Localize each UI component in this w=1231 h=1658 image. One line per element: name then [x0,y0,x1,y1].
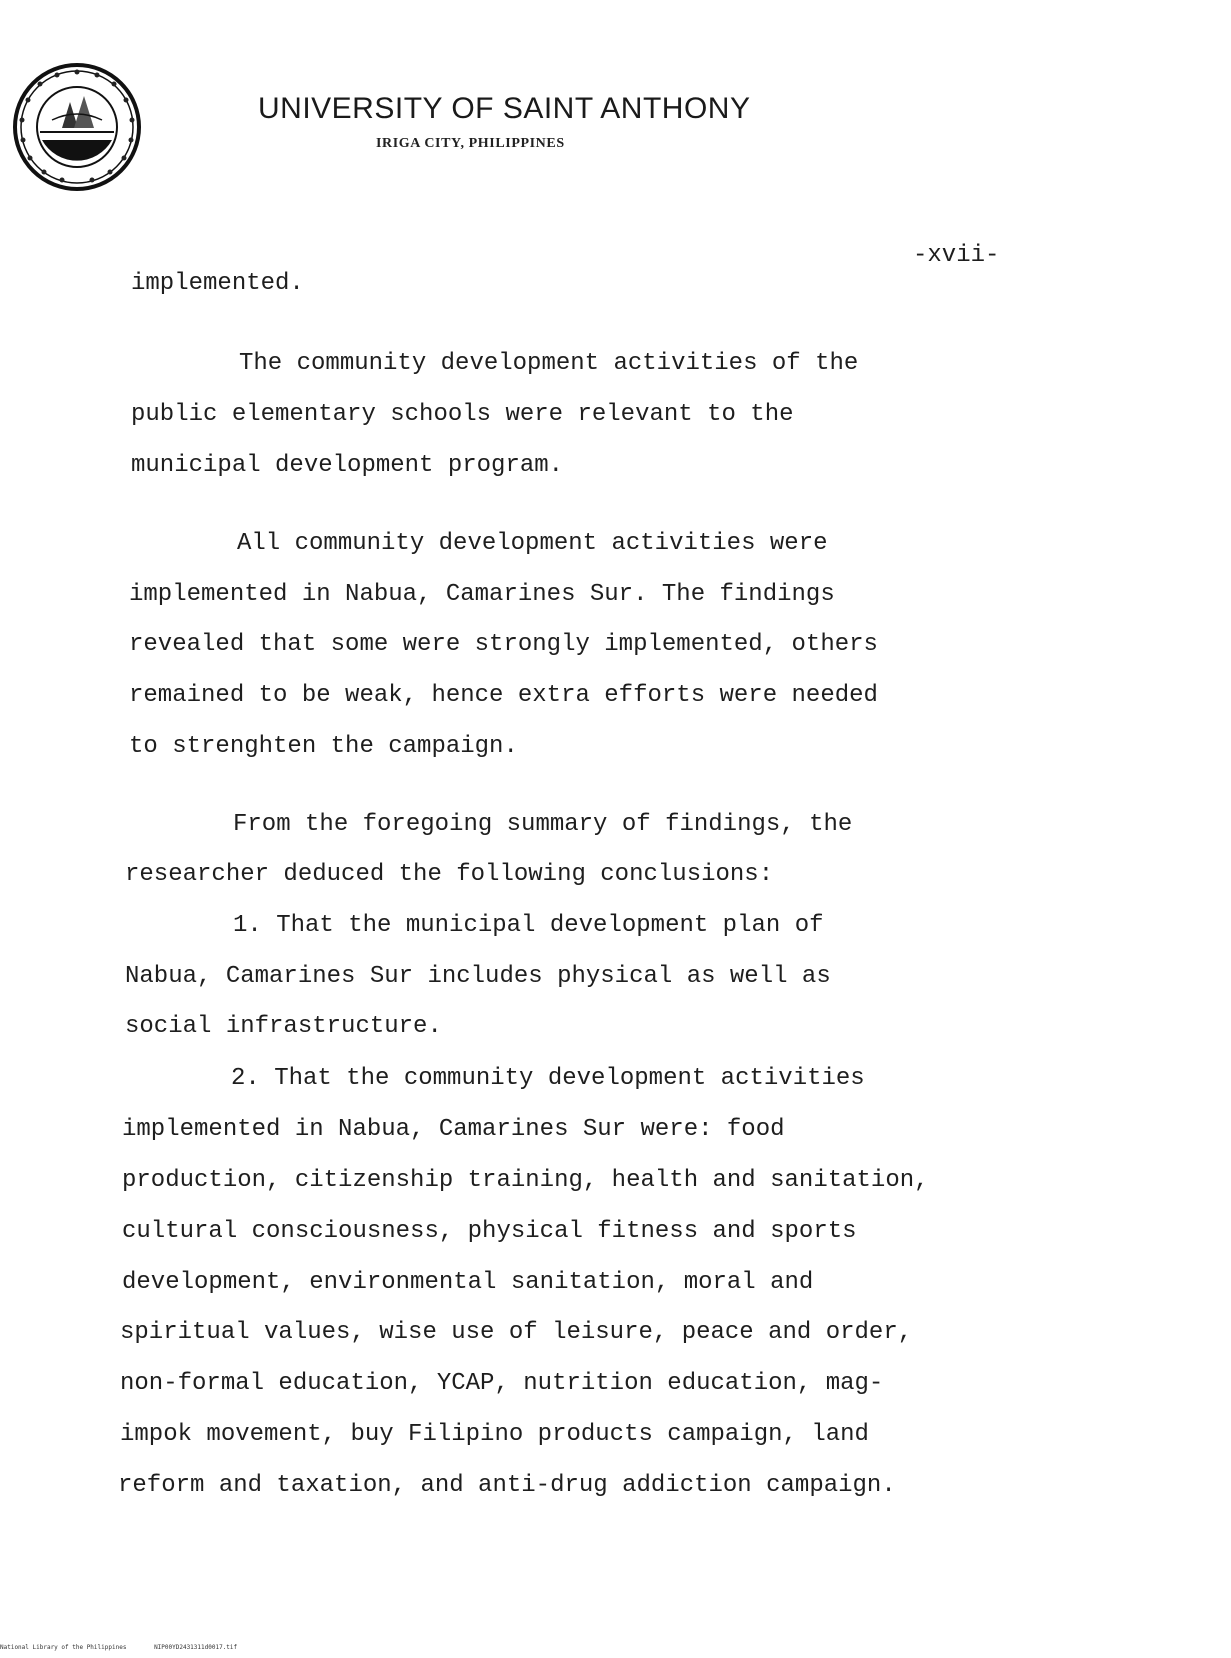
body-line: All community development activities were [237,530,828,557]
body-line: production, citizenship training, health and sanitation, [122,1167,929,1194]
body-line: social infrastructure. [125,1013,442,1040]
body-line: municipal development program. [131,452,564,479]
body-line: The community development activities of the [239,350,859,377]
institution-name: UNIVERSITY OF SAINT ANTHONY [258,92,751,125]
conclusion-item: 1. That the municipal development plan of [233,912,824,939]
body-line: Nabua, Camarines Sur includes physical as well as [125,963,831,990]
footer-library: National Library of the Philippines [0,1644,127,1651]
body-line: impok movement, buy Filipino products campaign, land [120,1421,869,1448]
body-line: revealed that some were strongly implemented, others [129,631,878,658]
body-line: development, environmental sanitation, moral and [122,1269,814,1296]
body-line: public elementary schools were relevant to the [131,401,794,428]
university-seal-icon [12,62,142,192]
body-line: researcher deduced the following conclusions: [125,861,774,888]
body-line: cultural consciousness, physical fitness and sports [122,1218,857,1245]
body-line: From the foregoing summary of findings, the [233,811,853,838]
footer-file-id: NIP00YD2431311d0017.tif [154,1644,238,1651]
institution-location: IRIGA CITY, PHILIPPINES [376,136,565,151]
body-line: to strenghten the campaign. [129,733,518,760]
page-number: -xvii- [913,242,1000,269]
body-line: implemented in Nabua, Camarines Sur were: food [122,1116,785,1143]
body-line: remained to be weak, hence extra efforts were needed [129,682,878,709]
body-line: reform and taxation, and anti-drug addiction campaign. [118,1472,896,1499]
body-line: spiritual values, wise use of leisure, peace and order, [120,1319,913,1346]
conclusion-item: 2. That the community development activities [231,1065,865,1092]
body-line: non-formal education, YCAP, nutrition education, mag- [120,1370,884,1397]
body-line: implemented in Nabua, Camarines Sur. The findings [129,581,835,608]
body-line: implemented. [131,270,304,297]
scan-footer [0,1644,261,1651]
